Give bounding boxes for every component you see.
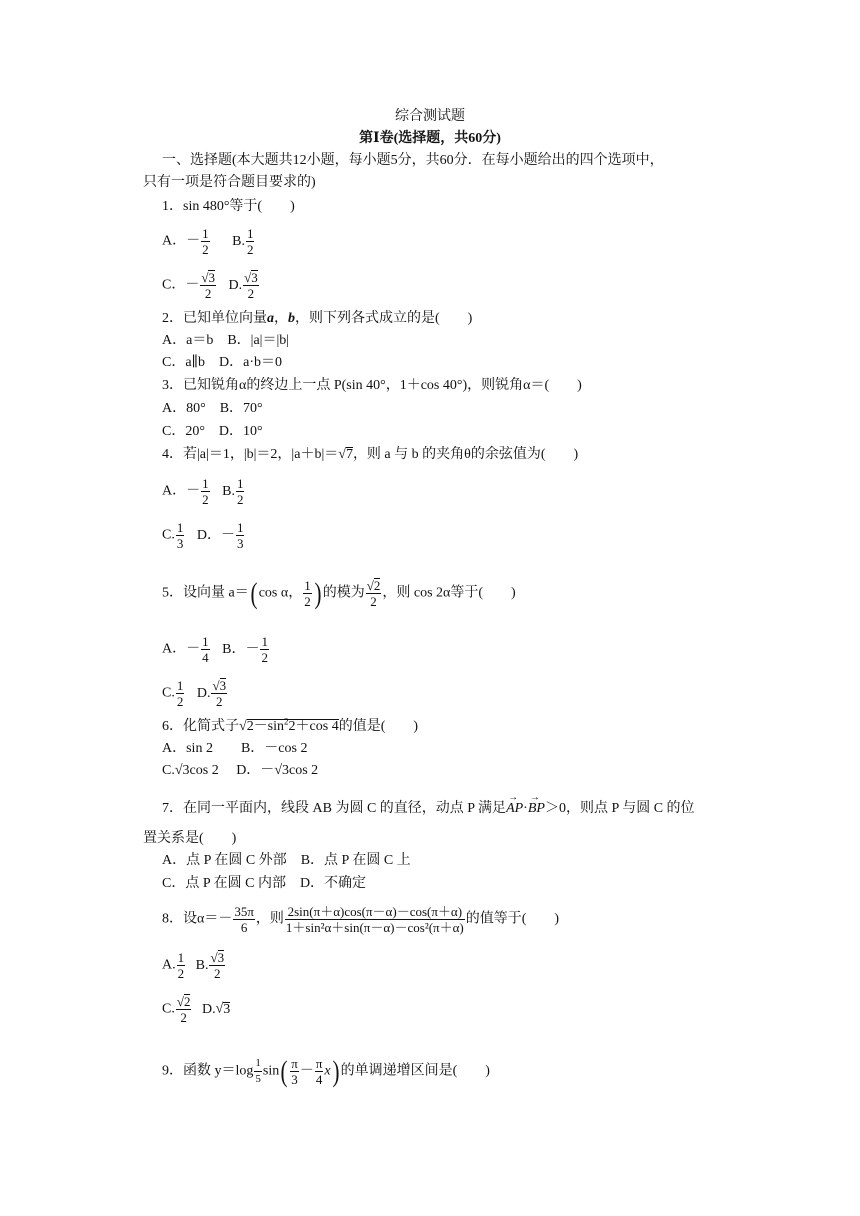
question-1-row-2: C．－ $\frac{√3}{2}$ D. $\frac{√3}{2}$ [162,270,258,301]
question-2-row-1: A．a＝b B．|a|＝|b| [162,333,290,348]
section-heading: 第Ⅰ卷(选择题，共60分) [359,131,501,146]
question-1-stem: 1．sin 480°等于( ) [162,199,295,214]
page-title: 综合测试题 [395,109,465,124]
question-8-stem: 8．设α＝－ $\frac{35\pi}{6}$ ，则 $\frac{2\sin(\pi+\alpha)\cos(\pi-\alpha)-\cos(\pi+\alpha)}{\text{1＋sin²α＋sin(π－α)－cos²(π＋α)}}$ 的值等于( ) [162,904,560,935]
instructions-line-1: 一、选择题(本大题共12小题，每小题5分，共60分．在每小题给出的四个选项中， [162,153,664,168]
question-7-row-1: A．点 P 在圆 C 外部 B．点 P 在圆 C 上 [162,853,411,868]
question-5-stem: 5．设向量 a＝( cos α， $\frac{1}{2}$ ) 的模为 $\frac{√2}{2}$ ，则 cos 2α等于( ) [162,576,516,610]
question-8-row-2: C. $\frac{√2}{2}$ D.√3 [162,994,231,1025]
question-7-line-1: 7．在同一平面内，线段 AB 为圆 C 的直径，动点 P 满足→ AP·→ BP＞0，则点 P 与圆 C 的位 [162,800,695,818]
question-2-stem: 2．已知单位向量a，b，则下列各式成立的是( ) [162,311,473,326]
question-3-row-1: A．80° B．70° [162,401,263,416]
question-6-row-2: C.√3cos 2 D．－√3cos 2 [162,763,319,778]
question-6-row-1: A．sin 2 B．－cos 2 [162,741,308,756]
question-5-row-2: C. $\frac{1}{2}$ D. $\frac{√3}{2}$ [162,678,227,709]
question-4-row-1: A．－ $\frac{1}{2}$ B. $\frac{1}{2}$ [162,476,244,507]
question-7-line-2: 置关系是( ) [143,831,237,846]
question-5-row-1: A．－ $\frac{1}{4}$ B．－ $\frac{1}{2}$ [162,634,268,665]
question-3-stem: 3．已知锐角α的终边上一点 P(sin 40°，1＋cos 40°)，则锐角α＝( ) [162,378,582,393]
question-8-row-1: A. $\frac{1}{2}$ B. $\frac{√3}{2}$ [162,950,225,981]
question-2-row-2: C．a∥b D．a·b＝0 [162,355,283,370]
question-9-stem: 9．函数 y＝log $\frac{1}{5}$ sin( $\frac{\pi}{3}$ － $\frac{\pi}{4}$ x) 的单调递增区间是( ) [162,1054,490,1088]
question-4-row-2: C. $\frac{1}{3}$ D．－ $\frac{1}{3}$ [162,520,244,551]
instructions-line-2: 只有一项是符合题目要求的) [143,175,316,190]
question-6-stem: 6．化简式子$√2-\sin^22+\cos$ 4的值是( ) [162,716,419,734]
question-4-stem: 4．若|a|＝1，|b|＝2，|a＋b|＝√7，则 a 与 b 的夹角θ的余弦值为( ) [162,447,579,462]
question-3-row-2: C．20° D．10° [162,424,263,439]
question-1-row-1: A．－ $\frac{1}{2}$ B. $\frac{1}{2}$ [162,226,254,257]
question-7-row-2: C．点 P 在圆 C 内部 D．不确定 [162,876,367,891]
